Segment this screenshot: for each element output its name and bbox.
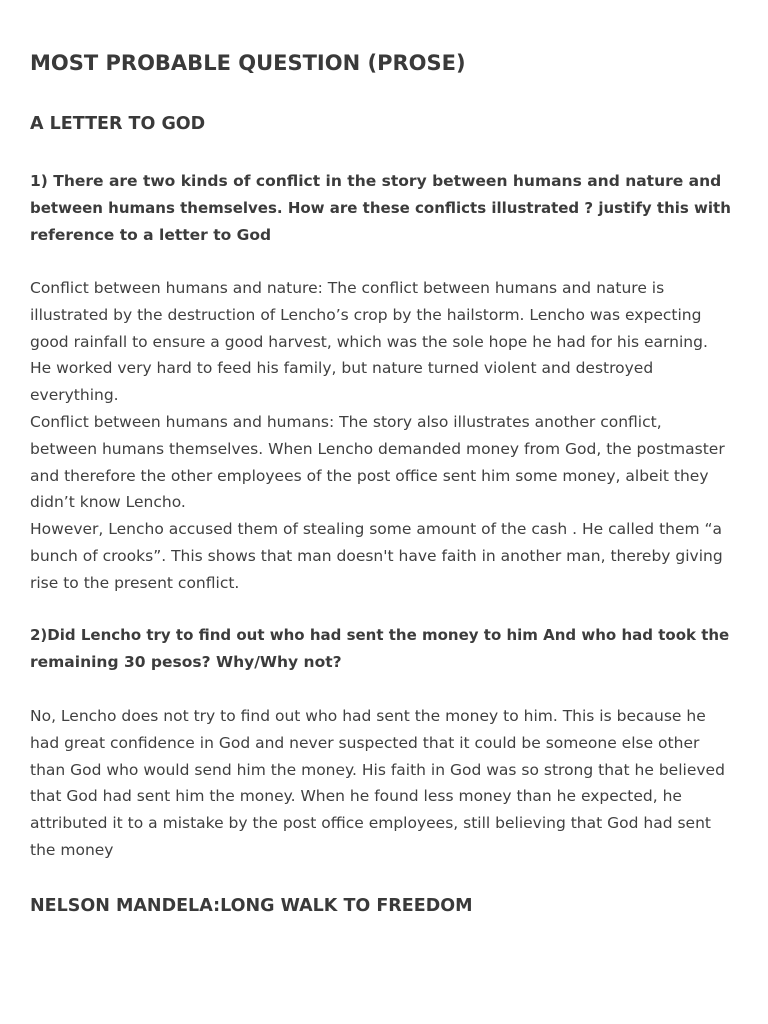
question-1-line: reference to a letter to God: [30, 225, 272, 244]
answer-2: [30, 703, 738, 864]
answer-1-line: didn’t know Lencho.: [30, 493, 186, 512]
question-2-line: remaining 30 pesos? Why/Why not?: [30, 652, 342, 671]
answer-1-line: He worked very hard to feed his family, but nature turned violent and destroyed: [30, 359, 654, 378]
answer-1-line: everything.: [30, 386, 119, 405]
answer-2-line: the money: [30, 840, 114, 859]
section-heading-letter-to-god: A LETTER TO GOD: [30, 114, 206, 134]
answer-1-line: good rainfall to ensure a good harvest, which was the sole hope he had for his earning.: [30, 332, 708, 351]
answer-1-line: and therefore the other employees of the post office sent him some money, albeit they: [30, 466, 709, 485]
answer-1-line: bunch of crooks”. This shows that man doesn't have faith in another man, thereby giving: [30, 546, 723, 565]
answer-2-line: that God had sent him the money. When he found less money than he expected, he: [30, 787, 682, 806]
answer-2-line: No, Lencho does not try to find out who had sent the money to him. This is because he: [30, 707, 706, 725]
answer-2-line: had great confidence in God and never suspected that it could be someone else other: [30, 733, 700, 752]
question-1: [30, 168, 738, 248]
answer-2-line: than God who would send him the money. His faith in God was so strong that he believed: [30, 760, 725, 779]
answer-1-line: However, Lencho accused them of stealing some amount of the cash . He called them “a: [30, 520, 723, 539]
question-1-line: 1) There are two kinds of conflict in the story between humans and nature and: [30, 172, 722, 190]
answer-1-line: illustrated by the destruction of Lencho’s crop by the hailstorm. Lencho was expecting: [30, 305, 702, 324]
question-2: [30, 622, 738, 676]
answer-1-line: between humans themselves. When Lencho demanded money from God, the postmaster: [30, 439, 725, 458]
answer-1-line: Conflict between humans and humans: The story also illustrates another conflict,: [30, 412, 662, 431]
answer-1-line: rise to the present conflict.: [30, 573, 240, 592]
question-1-line: between humans themselves. How are these conflicts illustrated ? justify this with: [30, 198, 731, 217]
question-2-line: 2)Did Lencho try to find out who had sent the money to him And who had took the: [30, 626, 730, 644]
answer-1: [30, 275, 738, 597]
section-heading-nelson-mandela: NELSON MANDELA:LONG WALK TO FREEDOM: [30, 896, 473, 916]
answer-1-line: Conflict between humans and nature: The conflict between humans and nature is: [30, 279, 665, 297]
answer-2-line: attributed it to a mistake by the post office employees, still believing that God had sent: [30, 814, 711, 833]
page-title: MOST PROBABLE QUESTION (PROSE): [30, 51, 466, 75]
